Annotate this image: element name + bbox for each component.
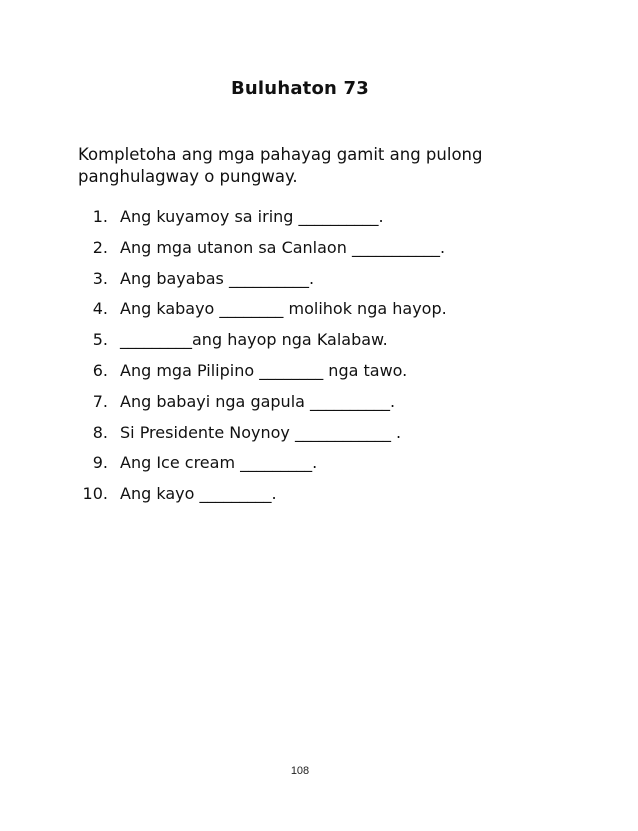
item-number: 2.	[92, 237, 108, 257]
item-number: 3.	[92, 268, 108, 288]
item-text: Ang mga utanon sa Canlaon ___________.	[120, 237, 446, 257]
item-text: Si Presidente Noynoy ____________ .	[120, 422, 402, 442]
item-text: Ang kayo _________.	[120, 484, 277, 504]
item-number: 9.	[92, 453, 108, 473]
item-number: 1.	[92, 207, 108, 226]
item-text: Ang mga Pilipino ________ nga tawo.	[120, 360, 408, 380]
item-number: 7.	[92, 391, 108, 411]
item-text: Ang bayabas __________.	[120, 268, 315, 288]
item-text: Ang kuyamoy sa iring __________.	[120, 207, 384, 226]
page-title: Buluhaton 73	[231, 78, 369, 99]
item-number: 4.	[92, 299, 108, 319]
item-text: Ang babayi nga gapula __________.	[120, 391, 396, 411]
item-text: Ang kabayo ________ molihok nga hayop.	[120, 299, 447, 319]
page-number: 108	[290, 765, 310, 777]
item-text: Ang Ice cream _________.	[120, 453, 318, 473]
item-number: 8.	[92, 422, 108, 442]
item-text: _________ang hayop nga Kalabaw.	[120, 330, 388, 350]
item-number: 10.	[82, 484, 108, 504]
instructions-text: Kompletoha ang mga pahayag gamit ang pulong panghulagway o pungway.	[78, 145, 483, 186]
item-number: 5.	[92, 330, 108, 350]
item-number: 6.	[92, 360, 108, 380]
